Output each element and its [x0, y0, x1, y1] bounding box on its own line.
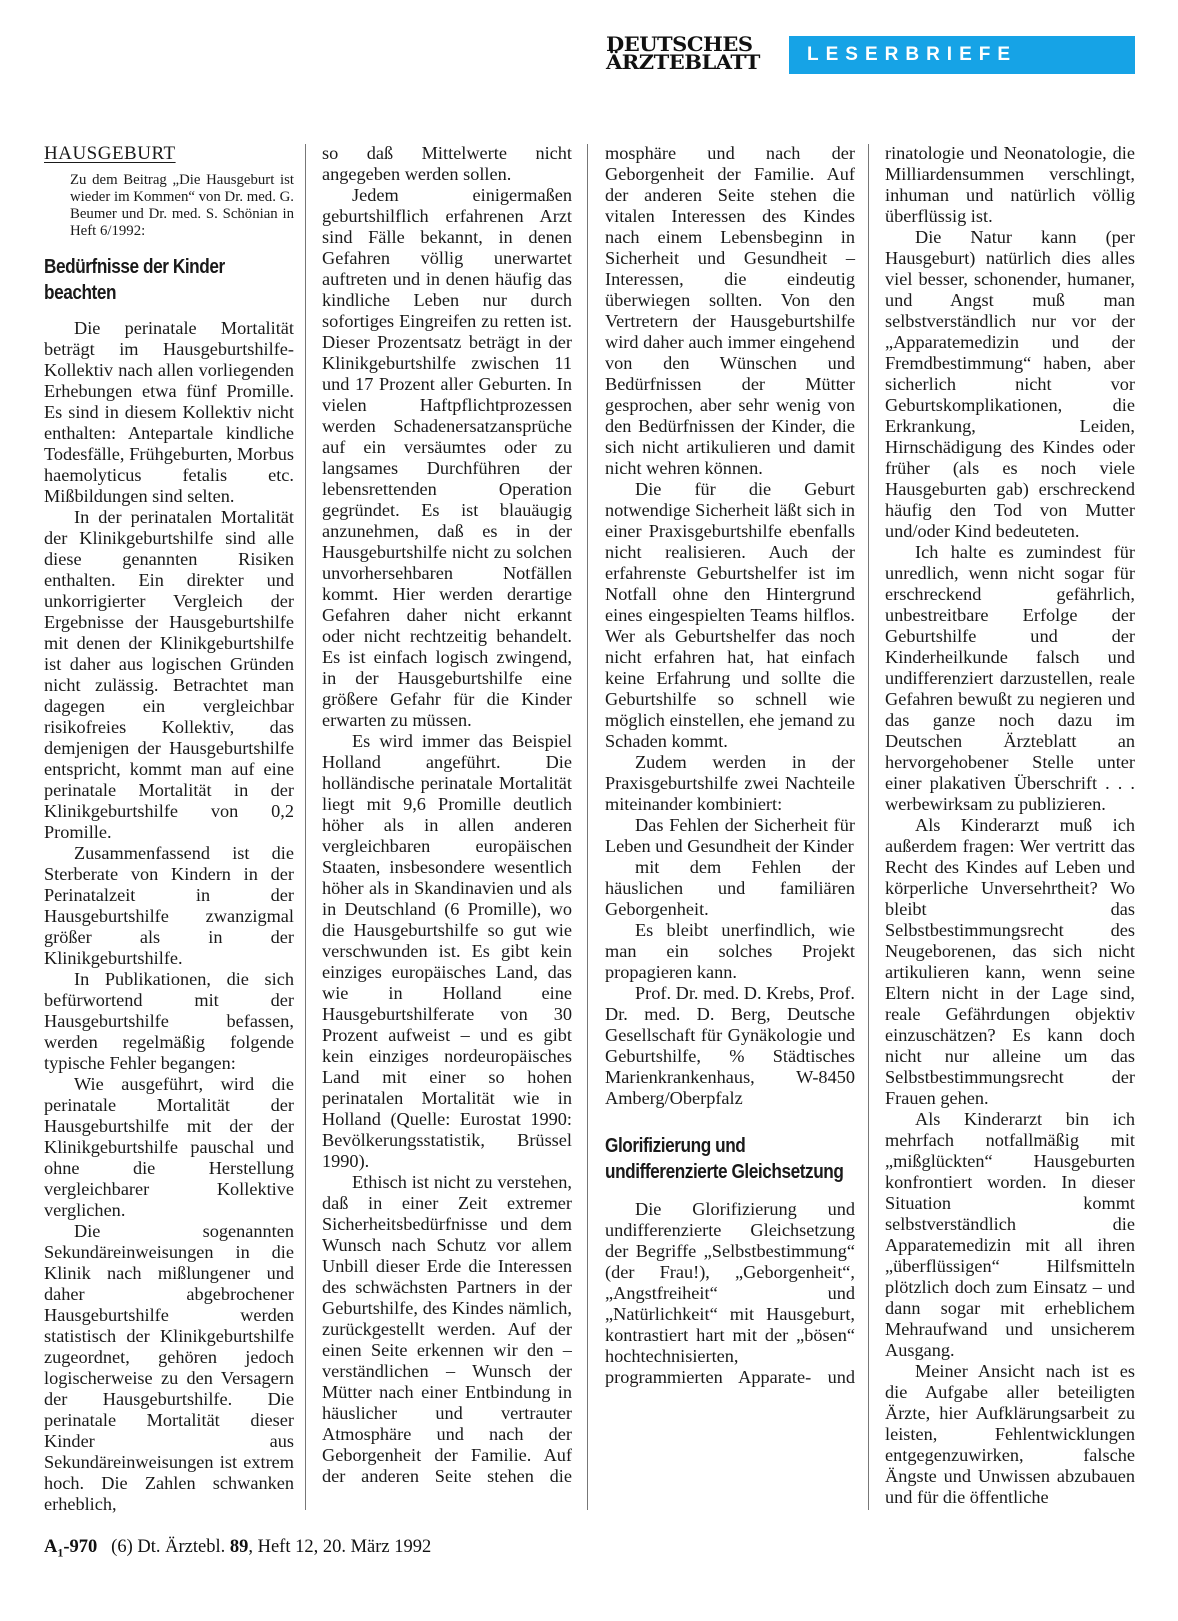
- column-divider: [587, 144, 588, 1510]
- paragraph: Die Glorifizierung und undifferenzierte Gleichsetzung der Begriffe „Selbstbestimmung“ (der Frau!), „Geborgenheit“, „Angstfreiheit“ und „Natürlichkeit“ mit Hausgeburt, kontrastiert hart mit der „bösen“ hochtechnisierten, programmierten Apparate- und: [605, 1199, 855, 1387]
- column-3: [605, 143, 855, 1388]
- column-1: [44, 143, 294, 1515]
- paragraph: Zusammenfassend ist die Sterberate von Kindern in der Perinatalzeit in der Hausgeburtshilfe zwanzigmal größer als in der Klinikgeburtshilfe.: [44, 843, 294, 968]
- column-2: [322, 143, 572, 1487]
- paragraph: In Publikationen, die sich befürwortend mit der Hausgeburtshilfe befassen, werden regelmäßig folgende typische Fehler begangen:: [44, 969, 294, 1073]
- paragraph: Wie ausgeführt, wird die perinatale Mortalität der Hausgeburtshilfe mit der der Klinikgeburtshilfe pauschal und ohne die Herstellung vergleichbarer Kollektive verglichen.: [44, 1074, 294, 1220]
- paragraph: Es wird immer das Beispiel Holland angeführt. Die holländische perinatale Mortalität liegt mit 9,6 Promille deutlich höher als in allen anderen vergleichbaren europäischen Staaten, insbesondere wesentlich höher als in Skandinavien und als in Deutschland (6 Promille), wo die Hausgeburtshilfe so gut wie verschwunden ist. Es gibt kein einziges europäisches Land, das wie in Holland eine Hausgeburtshilferate von 30 Prozent aufweist – und es gibt kein einziges nordeuropäisches Land mit einer so hohen perinatalen Mortalität wie in Holland (Quelle: Eurostat 1990: Bevölkerungsstatistik, Brüssel 1990).: [322, 731, 572, 1171]
- paragraph: Meiner Ansicht nach ist es die Aufgabe aller beteiligten Ärzte, hier Aufklärungsarbeit zu leisten, Fehlentwicklungen entgegenzuwirken, falsche Ängste und Unwissen abzubauen und für die öffentliche: [885, 1361, 1135, 1507]
- paragraph: Das Fehlen der Sicherheit für Leben und Gesundheit der Kinder: [605, 815, 855, 856]
- paragraph: In der perinatalen Mortalität der Klinikgeburtshilfe sind alle diese genannten Risiken enthalten. Ein direkter und unkorrigierter Vergleich der Ergebnisse der Hausgeburtshilfe mit denen der Klinikgeburtshilfe ist daher aus logischen Gründen nicht zulässig. Betrachtet man dagegen ein vergleichbar risikofreies Kollektiv, das demjenigen der Hausgeburtshilfe entspricht, kommt man auf eine perinatale Mortalität in der Klinikgeburtshilfe von 0,2 Promille.: [44, 507, 294, 842]
- article-kicker: HAUSGEBURT: [44, 143, 176, 164]
- paragraph: Als Kinderarzt bin ich mehrfach notfallmäßig mit „mißglückten“ Hausgeburten konfrontiert worden. In dieser Situation kommt selbstverständlich die Apparatemedizin mit all ihren „überflüssigen“ Hilfsmitteln plötzlich doch zum Einsatz – und dann sogar mit erheblichem Mehraufwand und unsicherem Ausgang.: [885, 1109, 1135, 1360]
- paragraph: mit dem Fehlen der häuslichen und familiären Geborgenheit.: [605, 857, 855, 919]
- paragraph: Ethisch ist nicht zu verstehen, daß in einer Zeit extremer Sicherheitsbedürfnisse und dem Wunsch nach Schutz vor allem Unbill dieser Erde die Interessen des schwächsten Partners in der Geburtshilfe, des Kindes nämlich, zurückgestellt werden. Auf der einen Seite erkennen wir den – verständlichen – Wunsch der Mütter nach einer Entbindung in häuslicher und vertrauter Atmosphäre und nach der Geborgenheit der Familie. Auf der anderen Seite stehen die: [322, 1172, 572, 1486]
- paragraph: Die sogenannten Sekundäreinweisungen in die Klinik nach mißlungener und daher abgebrochener Hausgeburtshilfe werden statistisch der Klinikgeburtshilfe zugeordnet, gehören jedoch logischerweise zu den Versagern der Hausgeburtshilfe. Die perinatale Mortalität dieser Kinder aus Sekundäreinweisungen ist extrem hoch. Die Zahlen schwanken erheblich,: [44, 1221, 294, 1514]
- paragraph: Jedem einigermaßen geburtshilflich erfahrenen Arzt sind Fälle bekannt, in denen Gefahren völlig unerwartet auftreten und in denen häufig das kindliche Leben nur durch sofortiges Eingreifen zu retten ist. Dieser Prozentsatz beträgt in der Klinikgeburtshilfe zwischen 11 und 17 Prozent aller Geburten. In vielen Haftpflichtprozessen werden Schadenersatzansprüche auf ein versäumtes oder zu langsames Durchführen der lebensrettenden Operation gegründet. Es ist blauäugig anzunehmen, daß es in der Hausgeburtshilfe nicht zu solchen unvorhersehbaren Notfällen kommt. Hier werden derartige Gefahren daher nicht erkannt oder nicht rechtzeitig behandelt. Es ist einfach logisch zwingend, in der Hausgeburtshilfe eine größere Gefahr für die Kinder erwarten zu müssen.: [322, 185, 572, 730]
- column-divider: [868, 144, 869, 1510]
- page-number: $A_1-970$: [44, 1537, 98, 1560]
- column-divider: [305, 144, 306, 1510]
- masthead-line-1: DEUTSCHES: [606, 32, 753, 56]
- journal-masthead: [606, 32, 760, 74]
- letter-2-headline: Glorifizierung und undifferenzierte Gleichsetzung: [605, 1135, 844, 1183]
- column-4: [885, 143, 1135, 1508]
- paragraph: Die für die Geburt notwendige Sicherheit läßt sich in einer Praxisgeburtshilfe ebenfalls nicht realisieren. Auch der erfahrenste Geburtshelfer ist im Notfall ohne den Hintergrund eines eingespielten Teams hilflos. Wer als Geburtshelfer das noch nicht erfahren hat, hat einfach keine Erfahrung und sollte die Geburtshilfe so schnell wie möglich einstellen, ehe jemand zu Schaden kommt.: [605, 479, 855, 751]
- paragraph-continued: mosphäre und nach der Geborgenheit der Familie. Auf der anderen Seite stehen die vitalen Interessen des Kindes nach einem Lebensbeginn in Sicherheit und Gesundheit – Interessen, die eindeutig überwiegen sollten. Von den Vertretern der Hausgeburtshilfe wird daher auch immer eingehend von den Wünschen und Bedürfnissen der Mütter gesprochen, aber sehr wenig von den Bedürfnissen der Kinder, die sich nicht artikulieren und damit nicht wehren können.: [605, 143, 855, 478]
- letter-1-signature: Prof. Dr. med. D. Krebs, Prof. Dr. med. D. Berg, Deutsche Gesellschaft für Gynäkologie und Geburtshilfe, % Städtisches Marienkrankenhaus, W-8450 Amberg/Oberpfalz: [605, 983, 855, 1108]
- paragraph: Es bleibt unerfindlich, wie man ein solches Projekt propagieren kann.: [605, 920, 855, 982]
- paragraph: Die perinatale Mortalität beträgt im Hausgeburtshilfe-Kollektiv nach allen vorliegenden Erhebungen etwa fünf Promille. Es sind in diesem Kollektiv nicht enthalten: Antepartale kindliche Todesfälle, Frühgeburten, Morbus haemolyticus fetalis etc. Mißbildungen sind selten.: [44, 318, 294, 506]
- section-tab: LESERBRIEFE: [789, 36, 1135, 74]
- masthead-line-2: ÄRZTEBLATT: [606, 50, 760, 74]
- journal-citation: (6) Dt. Ärztebl.: [111, 1537, 226, 1557]
- paragraph-continued: rinatologie und Neonatologie, die Milliardensummen verschlingt, inhuman und natürlich völlig überflüssig ist.: [885, 143, 1135, 226]
- letter-1-headline: Bedürfnisse der Kinder beachten: [44, 256, 225, 304]
- paragraph: Als Kinderarzt muß ich außerdem fragen: Wer vertritt das Recht des Kindes auf Leben und körperliche Unversehrtheit? Wo bleibt das Selbstbestimmungsrecht des Neugeborenen, das sich nicht artikulieren kann, wenn seine Eltern nicht in der Lage sind, reale Gefährdungen objektiv einzuschätzen? Es kann doch nicht nur alleine um das Selbstbestimmungsrecht der Frauen gehen.: [885, 815, 1135, 1108]
- paragraph: Ich halte es zumindest für unredlich, wenn nicht sogar für erschreckend gefährlich, unbestreitbare Erfolge der Geburtshilfe und der Kinderheilkunde falsch und undifferenziert darzustellen, reale Gefahren bewußt zu negieren und das ganze noch dazu im Deutschen Ärzteblatt an hervorgehobener Stelle unter einer plakativen Überschrift . . . werbewirksam zu publizieren.: [885, 542, 1135, 814]
- article-intro: Zu dem Beitrag „Die Hausgeburt ist wieder im Kommen“ von Dr. med. G. Beumer und Dr. med. S. Schönian in Heft 6/1992:: [70, 172, 294, 239]
- paragraph: Die Natur kann (per Hausgeburt) natürlich dies alles viel besser, schonender, humaner, und Angst muß man selbstverständlich nur vor der „Apparatemedizin und der Fremdbestimmung“ haben, aber sicherlich nicht vor Geburtskomplikationen, die Erkrankung, Leiden, Hirnschädigung des Kindes oder früher (als es noch viele Hausgeburten gab) erschreckend häufig den Tod von Mutter und/oder Kind bedeuteten.: [885, 227, 1135, 541]
- issue-date: , Heft 12, 20. März 1992: [248, 1537, 432, 1557]
- paragraph: so daß Mittelwerte nicht angegeben werden sollen.: [322, 143, 572, 184]
- paragraph: Zudem werden in der Praxisgeburtshilfe zwei Nachteile miteinander kombiniert:: [605, 752, 855, 814]
- volume-number: 89: [229, 1537, 249, 1557]
- page-footer: [44, 1537, 431, 1561]
